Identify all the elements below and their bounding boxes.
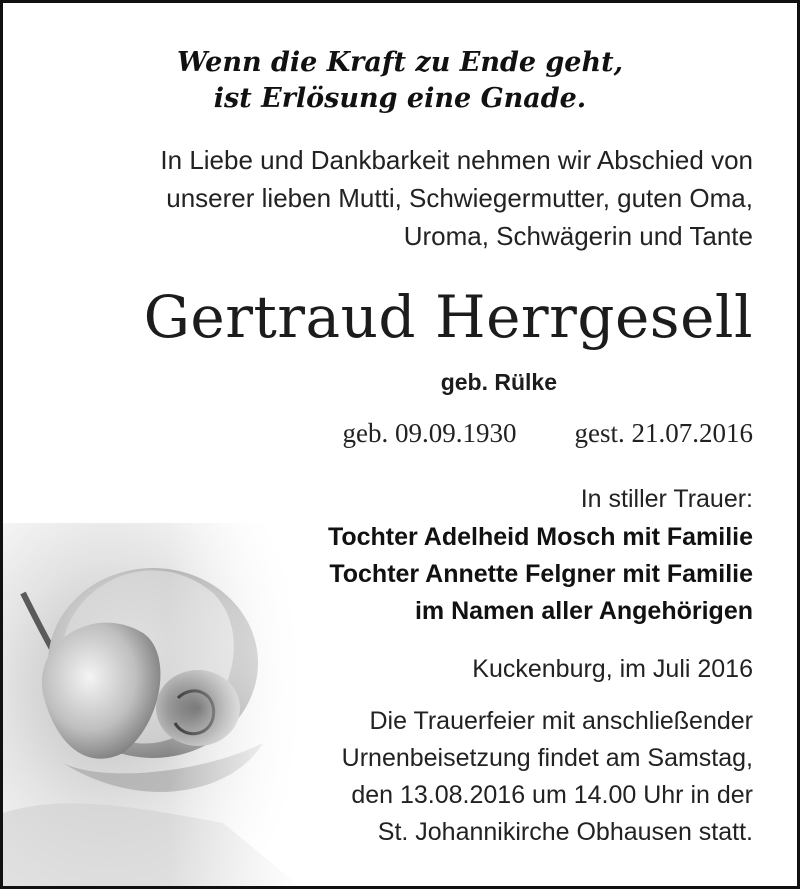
service-line-4: St. Johannikirche Obhausen statt. (377, 818, 753, 846)
rose-photo (3, 523, 303, 889)
deceased-name: Gertraud Herrgesell (143, 283, 753, 351)
mourner-line-3: im Namen aller Angehörigen (414, 597, 753, 625)
service-line-3: den 13.08.2016 um 14.00 Uhr in der (351, 781, 753, 809)
mourner-line-2: Tochter Annette Felgner mit Familie (329, 560, 753, 588)
intro-line-2: unserer lieben Mutti, Schwiegermutter, guten Oma, (166, 183, 753, 213)
intro-line-3: Uroma, Schwägerin und Tante (403, 221, 753, 251)
maiden-name: geb. Rülke (440, 369, 557, 395)
service-line-1: Die Trauerfeier mit anschließender (369, 707, 753, 735)
motto-line-1: Wenn die Kraft zu Ende geht, (177, 47, 623, 78)
intro-line-1: In Liebe und Dankbarkeit nehmen wir Abschied von (160, 145, 753, 175)
birth-date: geb. 09.09.1930 (342, 418, 517, 448)
mourners-intro: In stiller Trauer: (580, 485, 753, 513)
death-date: gest. 21.07.2016 (574, 418, 753, 448)
service-line-2: Urnenbeisetzung findet am Samstag, (341, 744, 753, 772)
life-dates (343, 418, 753, 449)
motto-line-2: ist Erlösung eine Gnade. (213, 83, 587, 114)
mourner-line-1: Tochter Adelheid Mosch mit Familie (327, 523, 753, 551)
place-date: Kuckenburg, im Juli 2016 (472, 655, 753, 683)
